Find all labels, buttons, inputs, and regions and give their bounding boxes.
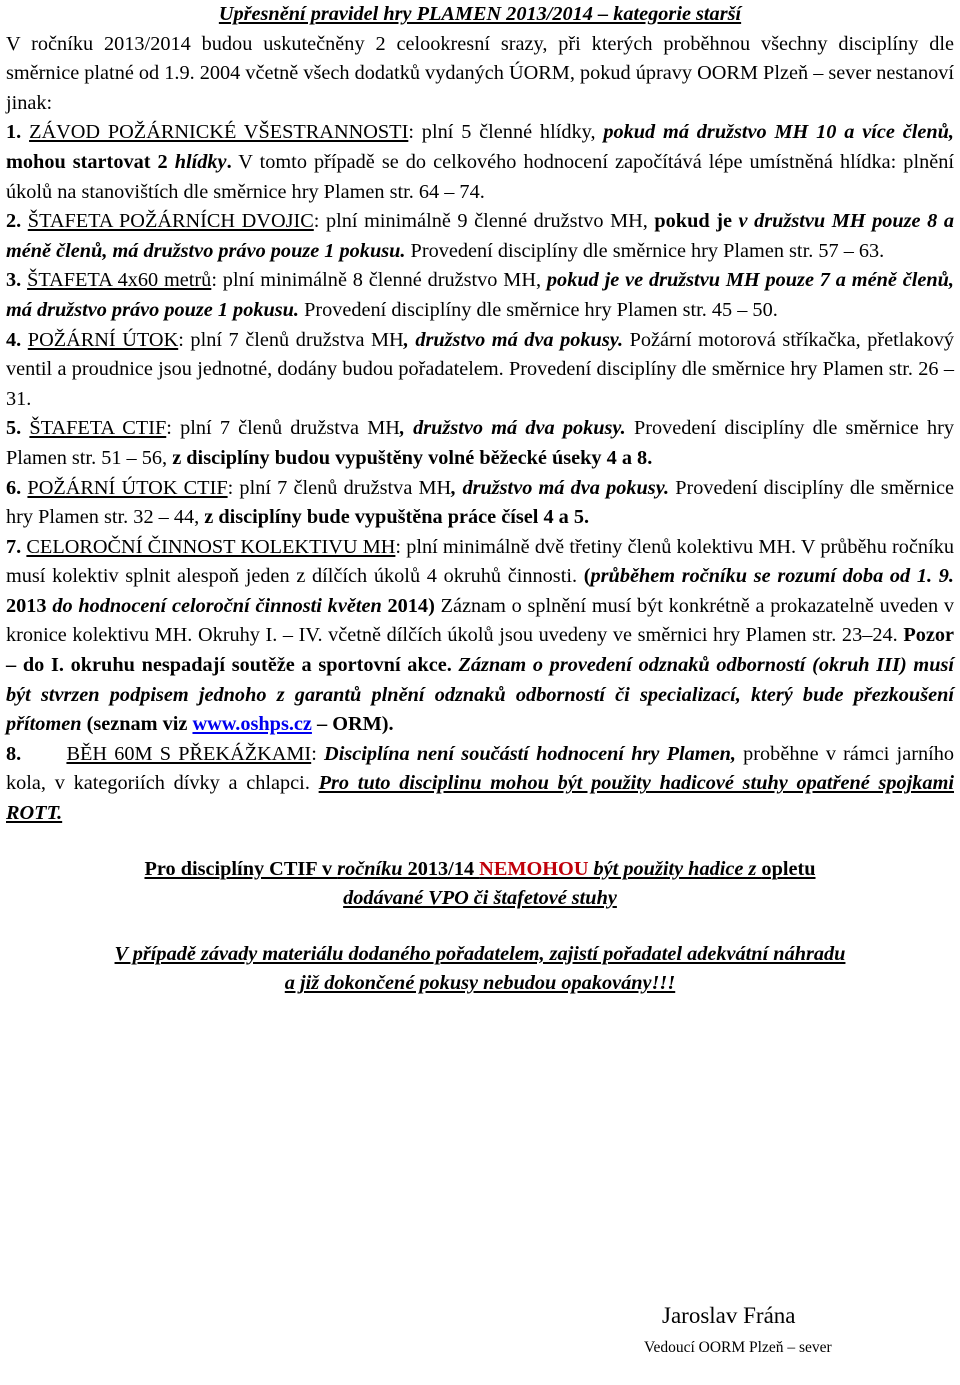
signature-name: Jaroslav Frána <box>662 1303 796 1328</box>
rule-item-6: 6. POŽÁRNÍ ÚTOK CTIF: plní 7 členů družstva MH, družstvo má dva pokusy. Provedení disciplíny dle směrnice hry Plamen str. 32 – 44, z disciplíny bude vypuštěna práce čísel 4 a 5. <box>6 476 955 529</box>
notice-ctif-hoses: Pro disciplíny CTIF v ročníku 2013/14 NEMOHOU být použity hadice z opletu dodávané VPO či štafetové stuhy <box>144 857 816 910</box>
nemohou-highlight: NEMOHOU <box>479 857 589 880</box>
rule-item-7: 7. CELOROČNÍ ČINNOST KOLEKTIVU MH: plní minimálně dvě třetiny členů kolektivu MH. V průběhu ročníku musí kolektiv splnit alespoň jeden z dílčích úkolů 4 okruhů činnosti. (průběhem ročníku se rozumí doba od 1. 9. 2013 do hodnocení celoroční činnosti květen 2014) Záznam o splnění musí být konkrétně a prokazatelně uveden v kronice kolektivu MH. Okruhy I. – IV. včetně dílčích úkolů jsou uvedeny ve směrnici hry Plamen str. 23–24. Pozor – do I. okruhu nespadají soutěže a sportovní akce. Záznam o provedení odznaků odborností (okruh III) musí být stvrzen podpisem jednoho z garantů plnění odznaků odborností či specializací, který bude přezkoušení přítomen (seznam viz www.oshps.cz – ORM). <box>6 535 955 736</box>
signature-role: Vedoucí OORM Plzeň – sever <box>644 1339 832 1356</box>
intro-paragraph: V ročníku 2013/2014 budou uskutečněny 2 celookresní srazy, při kterých proběhnou všechny disciplíny dle směrnice platné od 1.9. 2004 včetně všech dodatků vydaných ÚORM, pokud úpravy OORM Plzeň – sever nestanoví jinak: <box>6 32 954 114</box>
rule-name: BĚH 60M S PŘEKÁŽKAMI <box>66 742 312 765</box>
rule-name: ŠTAFETA 4x60 metrů <box>27 269 212 292</box>
notice-material-defect: V případě závady materiálu dodaného pořadatelem, zajistí pořadatel adekvátní náhradu a již dokončené pokusy nebudou opakovány!!! <box>114 942 846 995</box>
rule-name: POŽÁRNÍ ÚTOK <box>27 328 179 351</box>
rule-name: CELOROČNÍ ČINNOST KOLEKTIVU MH <box>26 535 396 558</box>
rule-name: ZÁVOD POŽÁRNICKÉ VŠESTRANNOSTI <box>29 121 409 144</box>
rule-name: ŠTAFETA POŽÁRNÍCH DVOJIC <box>27 210 314 233</box>
rule-item-2: 2. ŠTAFETA POŽÁRNÍCH DVOJIC: plní minimálně 9 členné družstvo MH, pokud je v družstvu MH pouze 8 a méně členů, má družstvo právo pouze 1 pokusu. Provedení disciplíny dle směrnice hry Plamen str. 57 – 63. <box>6 210 954 262</box>
rule-item-4: 4. POŽÁRNÍ ÚTOK: plní 7 členů družstva MH, družstvo má dva pokusy. Požární motorová stříkačka, přetlakový ventil a proudnice jsou jednotné, dodány budou pořadatelem. Provedení disciplíny dle směrnice hry Plamen str. 26 – 31. <box>6 328 955 410</box>
rule-item-1: 1. ZÁVOD POŽÁRNICKÉ VŠESTRANNOSTI: plní 5 členné hlídky, pokud má družstvo MH 10 a více členů, mohou startovat 2 hlídky. V tomto případě se do celkového hodnocení započítává lépe umístněná hlídka: plnění úkolů na stanovištích dle směrnice hry Plamen str. 64 – 74. <box>6 121 955 203</box>
rule-item-3: 3. ŠTAFETA 4x60 metrů: plní minimálně 8 členné družstvo MH, pokud je ve družstvu MH pouze 7 a méně členů, má družstvo právo pouze 1 pokusu. Provedení disciplíny dle směrnice hry Plamen str. 45 – 50. <box>6 269 954 321</box>
document-title: Upřesnění pravidel hry PLAMEN 2013/2014 – kategorie starší <box>218 3 742 25</box>
rule-item-8: 8. BĚH 60M S PŘEKÁŽKAMI: Disciplína není součástí hodnocení hry Plamen, proběhne v rámci jarního kola, v kategoriích dívky a chlapci. Pro tuto disciplinu mohou být použity hadicové stuhy opatřené spojkami ROTT. <box>6 742 955 825</box>
oshps-link[interactable]: www.oshps.cz <box>192 713 312 736</box>
spacer <box>6 829 954 855</box>
spacer <box>6 914 954 940</box>
rule-item-5: 5. ŠTAFETA CTIF: plní 7 členů družstva MH, družstvo má dva pokusy. Provedení disciplíny dle směrnice hry Plamen str. 51 – 56, z disciplíny budou vypuštěny volné běžecké úseky 4 a 8. <box>6 417 955 469</box>
rule-name: ŠTAFETA CTIF <box>29 417 167 440</box>
rule-name: POŽÁRNÍ ÚTOK CTIF <box>27 476 228 499</box>
